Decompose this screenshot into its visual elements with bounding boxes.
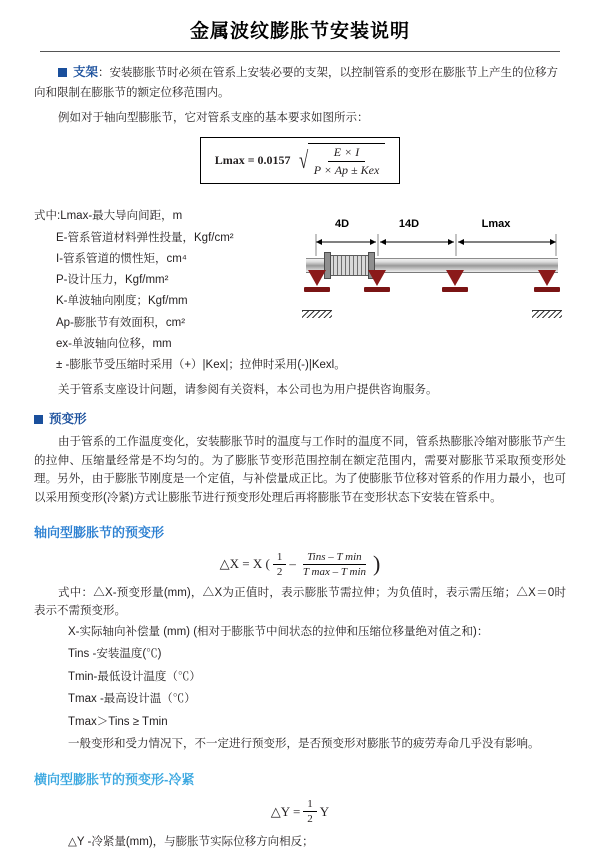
support-anchor-1 [304, 270, 330, 292]
document-page [0, 16, 600, 849]
support-diagram [302, 196, 566, 318]
lmax-formula-radical [297, 143, 386, 178]
section-support-heading [34, 62, 566, 103]
definition-line: K-单波轴向刚度；Kgf/mm [56, 295, 188, 308]
lateral-equation-half: $\frac{1}{2}$ [303, 798, 317, 825]
definition-line: P-设计压力，Kgf/mm² [56, 274, 169, 287]
axial-note-line: Tins -安装温度(℃) [68, 648, 162, 661]
definition-line: I-管系管道的惯性矩，cm⁴ [56, 252, 187, 265]
axial-note-line: Tmax -最高设计温（℃） [68, 693, 196, 706]
axial-note-line: Tmin-最低设计温度（℃） [68, 670, 201, 683]
section-support-example-line: 例如对于轴向型膨胀节，它对管系支座的基本要求如图所示： [58, 111, 369, 124]
blue-square-bullet-icon [58, 68, 67, 77]
support-guide-2 [442, 270, 468, 292]
lmax-formula [34, 137, 566, 184]
support-anchor-2 [534, 270, 560, 292]
diagram-labels [302, 218, 566, 232]
section-support-heading-label: 支架 [73, 65, 99, 79]
definition-line: ex-单波轴向位移，mm [56, 338, 172, 350]
lmax-formula-numerator: E × I [328, 145, 365, 162]
axial-equation-half: $\frac{1}{2}$ [273, 551, 287, 578]
definition-line: E-管系管道材料弹性投量，Kgf/cm² [56, 231, 234, 244]
section-predeform-paragraph: 由于管系的工作温度变化，安装膨胀节时的温度与工作时的温度不同，管系热膨胀冷缩对膨胀节产生的拉伸、压缩量经常是不均匀的。为了膨胀节变形范围控制在额定范围内，需要对膨胀节采取预变形处理。另外，由于膨胀节刚度是一个定值，与补偿量成正比。为了使膨胀节位移对管系的作用力最小，也可以采用预变形(冷紧)方式让膨胀节进行预变形处理后再将膨胀节在变形状态下安装在管系中。 [34, 436, 566, 505]
diagram-dimension-arrows [306, 232, 566, 256]
lateral-equation-rhs: Y [319, 803, 330, 819]
subsection-axial-heading: 轴向型膨胀节的预变形 [34, 524, 165, 540]
section-predeform-heading-label: 预变形 [49, 412, 87, 427]
axial-note-line: Tmax＞Tins ≥ Tmin [68, 715, 168, 728]
axial-equation-minus: – [289, 556, 296, 572]
subsection-lateral-heading: 横向型膨胀节的预变形-冷紧 [34, 772, 195, 788]
definition-line: ± -膨胀节受压缩时采用（+）|Kex|；拉伸时采用(-)|Kexl。 [56, 359, 346, 372]
axial-equation-lhs: △X = X ( [219, 556, 270, 572]
blue-square-bullet-icon [34, 415, 43, 424]
section-support-heading-rest: ：安装膨胀节时必须在管系上安装必要的支架，以控制管系的变形在膨胀节上产生的位移方向和限制在膨胀节的额定位移范围内。 [34, 67, 559, 100]
lateral-equation-lhs: △Y = [270, 803, 301, 819]
definition-line: 式中:Lmax-最大导向间距，m [34, 210, 183, 223]
section-support-closing-line: 关于管系支座设计问题，请参阅有关资料，本公司也为用户提供咨询服务。 [58, 383, 438, 396]
radical-sign-icon: √ [298, 147, 308, 174]
axial-note-line: 式中：△X-预变形量(mm)，△X为正值时，表示膨胀节需拉伸；为负值时，表示需压缩；△X＝0时表示不需预变形。 [34, 586, 566, 618]
axial-note-line: 一般变形和受力情况下，不一定进行预变形，是否预变形对膨胀节的疲劳寿命几乎没有影响。 [68, 738, 540, 751]
definition-line: Ap-膨胀节有效面积，cm² [56, 316, 186, 329]
axial-note-line: X-实际轴向补偿量 (mm) (相对于膨胀节中间状态的拉伸和压缩位移量绝对值之和)： [68, 625, 489, 638]
axial-equation [34, 551, 566, 578]
diagram-canvas [302, 232, 562, 318]
ground-hatch-left [302, 310, 332, 318]
section-predeform-heading [34, 409, 566, 429]
support-guide-1 [364, 270, 390, 292]
diagram-label-4d: 4D [334, 218, 350, 231]
lmax-formula-denominator: P × Ap ± Kex [313, 163, 380, 178]
ground-hatch-right [532, 310, 562, 318]
lateral-equation [34, 798, 566, 825]
diagram-label-lmax: Lmax [481, 218, 511, 231]
lmax-formula-lhs: Lmax = 0.0157 [214, 153, 291, 168]
page-title: 金属波纹膨胀节安装说明 [189, 21, 410, 42]
diagram-label-14d: 14D [398, 218, 420, 231]
title-divider [40, 51, 560, 52]
axial-equation-rhs: ) [373, 551, 381, 577]
lateral-note-line: △Y -冷紧量(mm)，与膨胀节实际位移方向相反； [68, 836, 314, 849]
axial-equation-temp-fraction: $\frac{\text{Tins – T min}}{\text{T max – T min}}$ [302, 550, 367, 578]
document-body [0, 62, 600, 854]
definitions-and-diagram [34, 196, 566, 376]
